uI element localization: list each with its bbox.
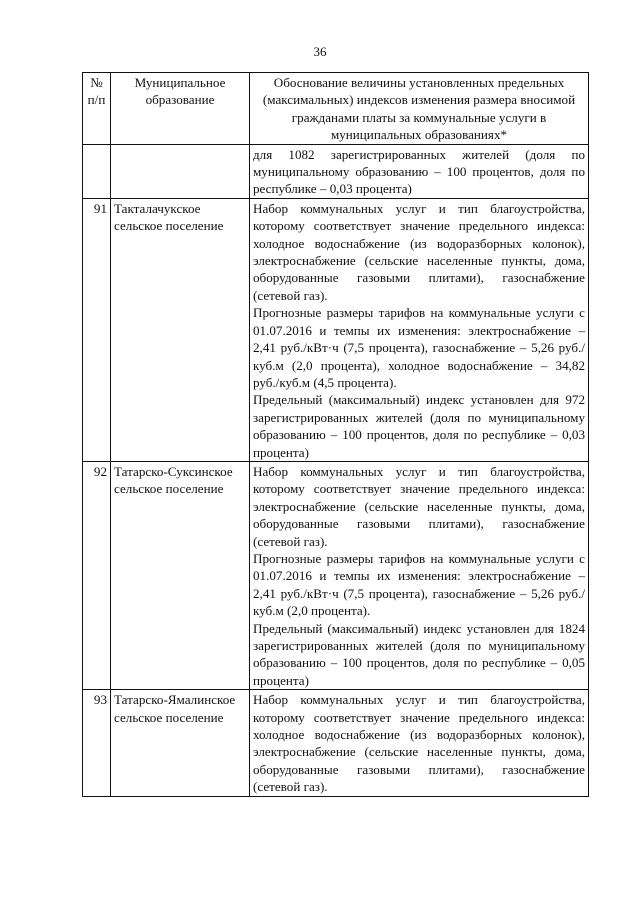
indices-table [82, 72, 589, 797]
table-row [83, 690, 589, 796]
paragraph: Прогнозные размеры тарифов на коммунальные услуги с 01.07.2016 и темпы их изменения: электроснабжение – 2,41 руб./кВт·ч (7,5 процента), газоснабжение – 5,26 руб./куб.м (2,0 процента). [253, 550, 585, 619]
header-municipality: Муниципальное образование [111, 73, 250, 145]
paragraph: Набор коммунальных услуг и тип благоустройства, которому соответствует значение предельного индекса: холодное водоснабжение (из водоразборных колонок), электроснабжение (сельские населенные пункты, дома, оборудованные газовыми плитами), газоснабжение (сетевой газ). [253, 200, 585, 303]
paragraph: Предельный (максимальный) индекс установлен для 1824 зарегистрированных жителей (доля по муниципальному образованию – 100 процентов, доля по республике – 0,05 процента) [253, 620, 585, 688]
paragraph: Предельный (максимальный) индекс установлен для 972 зарегистрированных жителей (доля по муниципальному образованию – 100 процентов, доля по республике – 0,03 процента) [253, 392, 585, 460]
paragraph: Прогнозные размеры тарифов на коммунальные услуги с 01.07.2016 и темпы их изменения: электроснабжение – 2,41 руб./кВт·ч (7,5 процента), газоснабжение – 5,26 руб./куб.м (2,0 процента), холодное водоснабжение – 34,82 руб./куб.м (4,5 процента). [253, 305, 585, 390]
header-justification: Обоснование величины установленных предельных (максимальных) индексов изменения размера вносимой гражданами платы за коммунальные услуги в муниципальных образованиях* [250, 73, 589, 145]
row-municipality [111, 144, 250, 198]
row-justification [250, 198, 589, 461]
table-row-continuation [83, 144, 589, 198]
paragraph: для 1082 зарегистрированных жителей (доля по муниципальному образованию – 100 процентов, доля по республике – 0,03 процента) [253, 146, 585, 197]
table-row [83, 198, 589, 461]
row-municipality: Татарско-Суксинское сельское поселение [111, 461, 250, 689]
table-header-row [83, 73, 589, 145]
paragraph: Набор коммунальных услуг и тип благоустройства, которому соответствует значение предельного индекса: холодное водоснабжение (из водоразборных колонок), электроснабжение (сельские населенные пункты, дома, оборудованные газовыми плитами), газоснабжение (сетевой газ). [253, 692, 585, 795]
paragraph: Набор коммунальных услуг и тип благоустройства, которому соответствует значение предельного индекса: электроснабжение (сельские населенные пункты, дома, оборудованные газовыми плитами), газоснабжение (сетевой газ). [253, 463, 585, 549]
row-num: 93 [83, 690, 111, 796]
header-num: № п/п [83, 73, 111, 145]
row-num [83, 144, 111, 198]
row-num: 92 [83, 461, 111, 689]
row-justification [250, 461, 589, 689]
page-number: 36 [313, 44, 327, 59]
row-justification [250, 144, 589, 198]
row-justification [250, 690, 589, 796]
row-municipality: Такталачукское сельское поселение [111, 198, 250, 461]
row-num: 91 [83, 198, 111, 461]
table-row [83, 461, 589, 689]
row-municipality: Татарско-Ямалинское сельское поселение [111, 690, 250, 796]
